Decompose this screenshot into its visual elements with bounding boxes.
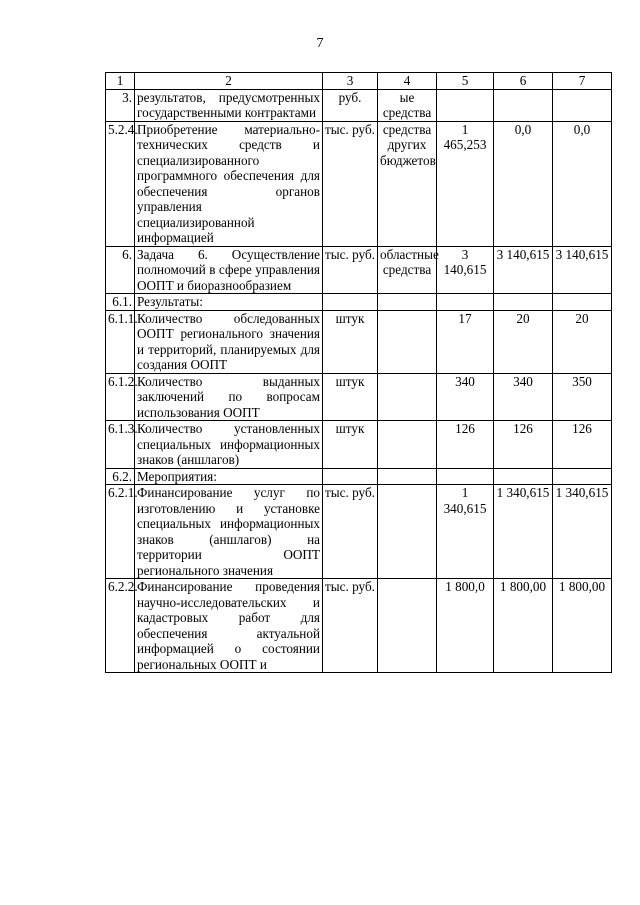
row-unit: штук: [323, 310, 378, 373]
row-number: 6.2.1.: [106, 485, 135, 579]
table-header-row: [106, 73, 612, 90]
row-number: 6.: [106, 246, 135, 294]
row-source: средства других бюджетов: [378, 121, 437, 246]
row-number: 6.2.2.: [106, 579, 135, 673]
row-number: 6.1.: [106, 294, 135, 311]
row-number: 6.2.: [106, 468, 135, 485]
table-row: [106, 310, 612, 373]
row-name: Количество обследованных ООПТ регионального значения и территорий, планируемых для создания ООПТ: [135, 310, 323, 373]
row-source: [378, 310, 437, 373]
table-row: [106, 373, 612, 421]
row-number: 6.1.2.: [106, 373, 135, 421]
row-unit: тыс. руб.: [323, 579, 378, 673]
row-value-3: 0,0: [553, 121, 612, 246]
row-value-1: [437, 89, 494, 121]
row-unit: тыс. руб.: [323, 246, 378, 294]
table-row: [106, 121, 612, 246]
row-source: [378, 485, 437, 579]
row-value-3: 20: [553, 310, 612, 373]
row-source: областные средства: [378, 246, 437, 294]
row-source: [378, 579, 437, 673]
row-value-2: 20: [494, 310, 553, 373]
row-value-2: [494, 294, 553, 311]
row-value-2: 3 140,615: [494, 246, 553, 294]
row-value-2: 0,0: [494, 121, 553, 246]
header-cell: 6: [494, 73, 553, 90]
row-source: [378, 421, 437, 469]
row-unit: штук: [323, 421, 378, 469]
table-row: [106, 89, 612, 121]
row-name: Приобретение материально-технических средств и специализированного программного обеспечения для обеспечения органов управления специализированной информацией: [135, 121, 323, 246]
row-unit: руб.: [323, 89, 378, 121]
row-unit: [323, 468, 378, 485]
header-cell: 5: [437, 73, 494, 90]
row-value-3: 126: [553, 421, 612, 469]
row-value-1: 1 340,615: [437, 485, 494, 579]
row-source: ые средства: [378, 89, 437, 121]
row-unit: тыс. руб.: [323, 121, 378, 246]
row-value-3: 1 800,00: [553, 579, 612, 673]
row-value-2: [494, 468, 553, 485]
row-name: Мероприятия:: [135, 468, 323, 485]
row-value-3: [553, 294, 612, 311]
row-value-3: [553, 468, 612, 485]
row-name: Финансирование проведения научно-исследовательских и кадастровых работ для обеспечения актуальной информацией о состоянии региональных ООПТ и: [135, 579, 323, 673]
row-value-3: 1 340,615: [553, 485, 612, 579]
header-cell: 4: [378, 73, 437, 90]
row-number: 6.1.1.: [106, 310, 135, 373]
row-value-3: [553, 89, 612, 121]
row-value-1: [437, 468, 494, 485]
budget-table: [105, 72, 612, 673]
table-row: [106, 579, 612, 673]
row-number: 3.: [106, 89, 135, 121]
row-name: Количество установленных специальных информационных знаков (аншлагов): [135, 421, 323, 469]
row-value-1: [437, 294, 494, 311]
row-unit: [323, 294, 378, 311]
row-value-1: 340: [437, 373, 494, 421]
row-value-1: 126: [437, 421, 494, 469]
header-cell: 1: [106, 73, 135, 90]
table-row: [106, 246, 612, 294]
row-number: 5.2.4.: [106, 121, 135, 246]
row-name: Задача 6. Осуществление полномочий в сфере управления ООПТ и биоразнообразием: [135, 246, 323, 294]
row-value-2: 126: [494, 421, 553, 469]
row-value-2: 340: [494, 373, 553, 421]
table-row: [106, 421, 612, 469]
table-row: [106, 294, 612, 311]
row-source: [378, 468, 437, 485]
row-name: Количество выданных заключений по вопросам использования ООПТ: [135, 373, 323, 421]
row-name: результатов, предусмотренных государственными контрактами: [135, 89, 323, 121]
header-cell: 7: [553, 73, 612, 90]
row-value-3: 3 140,615: [553, 246, 612, 294]
row-value-1: 3 140,615: [437, 246, 494, 294]
row-value-1: 1 465,253: [437, 121, 494, 246]
header-cell: 2: [135, 73, 323, 90]
row-number: 6.1.3.: [106, 421, 135, 469]
table-row: [106, 468, 612, 485]
row-value-3: 350: [553, 373, 612, 421]
row-unit: штук: [323, 373, 378, 421]
row-value-1: 17: [437, 310, 494, 373]
row-source: [378, 294, 437, 311]
row-value-2: [494, 89, 553, 121]
page-number: 7: [316, 36, 324, 51]
row-source: [378, 373, 437, 421]
row-name: Финансирование услуг по изготовлению и установке специальных информационных знаков (аншлагов) на территории ООПТ регионального значения: [135, 485, 323, 579]
row-value-2: 1 800,00: [494, 579, 553, 673]
row-value-2: 1 340,615: [494, 485, 553, 579]
table-row: [106, 485, 612, 579]
row-name: Результаты:: [135, 294, 323, 311]
header-cell: 3: [323, 73, 378, 90]
row-unit: тыс. руб.: [323, 485, 378, 579]
row-value-1: 1 800,0: [437, 579, 494, 673]
